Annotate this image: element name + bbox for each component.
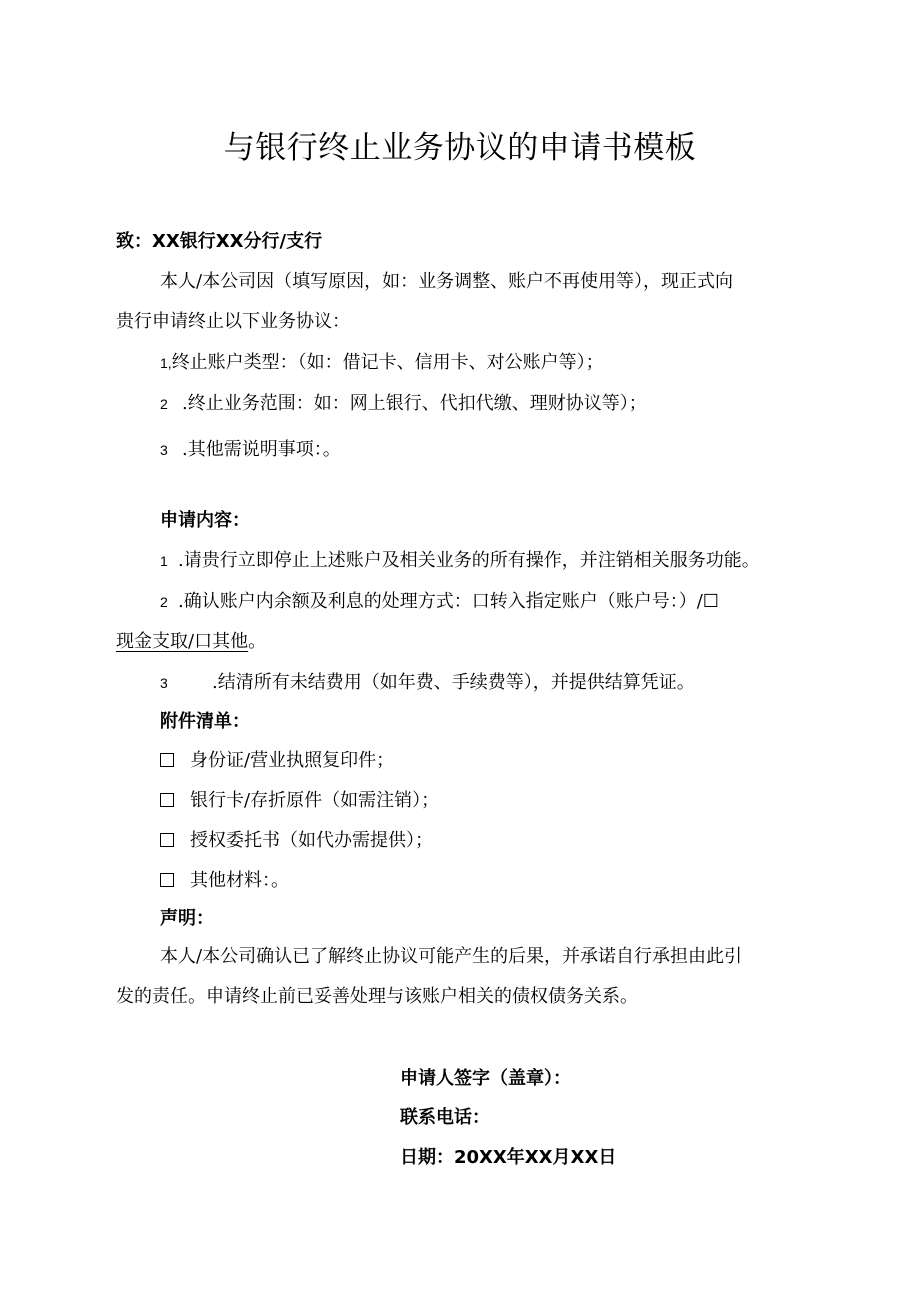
attachments-heading: 附件清单： [160,711,250,732]
checkbox[interactable] [160,873,174,887]
page-title: 与银行终止业务协议的申请书模板 [223,130,697,166]
declaration-heading: 声明： [160,908,214,929]
item-text: .确认账户内余额及利息的处理方式：口转入指定账户（账户号：）/☐ [178,591,719,612]
attachment-label: 身份证/营业执照复印件； [190,750,395,771]
item-text: 终止账户类型：（如：借记卡、信用卡、对公账户等）； [171,352,604,373]
attachment-item [160,829,433,853]
intro-line-1: 本人/本公司因（填写原因，如：业务调整、账户不再使用等），现正式向 [160,271,734,292]
signature-line: 申请人签字（盖章）： [400,1068,571,1089]
item-text: .其他需说明事项：。 [182,439,341,460]
phone-line: 联系电话： [400,1107,490,1128]
terminate-item [160,438,341,462]
item-number: 3 [160,675,168,691]
item-text-underlined: 现金支取/口其他 [116,631,249,652]
item-number: 1 [160,553,168,569]
terminate-item [160,351,604,375]
item-text-tail: 。 [248,631,267,652]
item-text: .结清所有未结费用（如年费、手续费等），并提供结算凭证。 [212,672,695,693]
application-heading: 申请内容： [160,510,250,531]
attachment-label: 银行卡/存折原件（如需注销）； [190,790,440,811]
item-number: 2 [160,594,168,610]
item-number: 3 [160,442,168,458]
attachment-item [160,749,394,773]
declaration-line-1: 本人/本公司确认已了解终止协议可能产生的后果，并承诺自行承担由此引 [160,946,743,967]
intro-line-2: 贵行申请终止以下业务协议： [116,311,350,332]
item-text: .请贵行立即停止上述账户及相关业务的所有操作，并注销相关服务功能。 [178,550,760,571]
application-item [160,549,760,573]
application-item [160,590,719,614]
application-item [160,671,695,695]
checkbox[interactable] [160,793,174,807]
item-text: .终止业务范围：如：网上银行、代扣代缴、理财协议等）； [182,393,647,414]
item-number: 2 [160,396,168,412]
attachment-label: 授权委托书（如代办需提供）； [190,830,433,851]
item-number: 1, [160,355,172,371]
terminate-item [160,392,647,416]
attachment-label: 其他材料：。 [190,870,289,891]
declaration-line-2: 发的责任。申请终止前已妥善处理与该账户相关的债权债务关系。 [116,986,638,1007]
checkbox[interactable] [160,753,174,767]
attachment-item [160,869,289,893]
recipient-line: 致：XX银行XX分行/支行 [116,231,323,252]
checkbox[interactable] [160,833,174,847]
date-line: 日期：20XX年XX月XX日 [400,1147,617,1168]
attachment-item [160,789,439,813]
application-item-continued [116,630,266,654]
